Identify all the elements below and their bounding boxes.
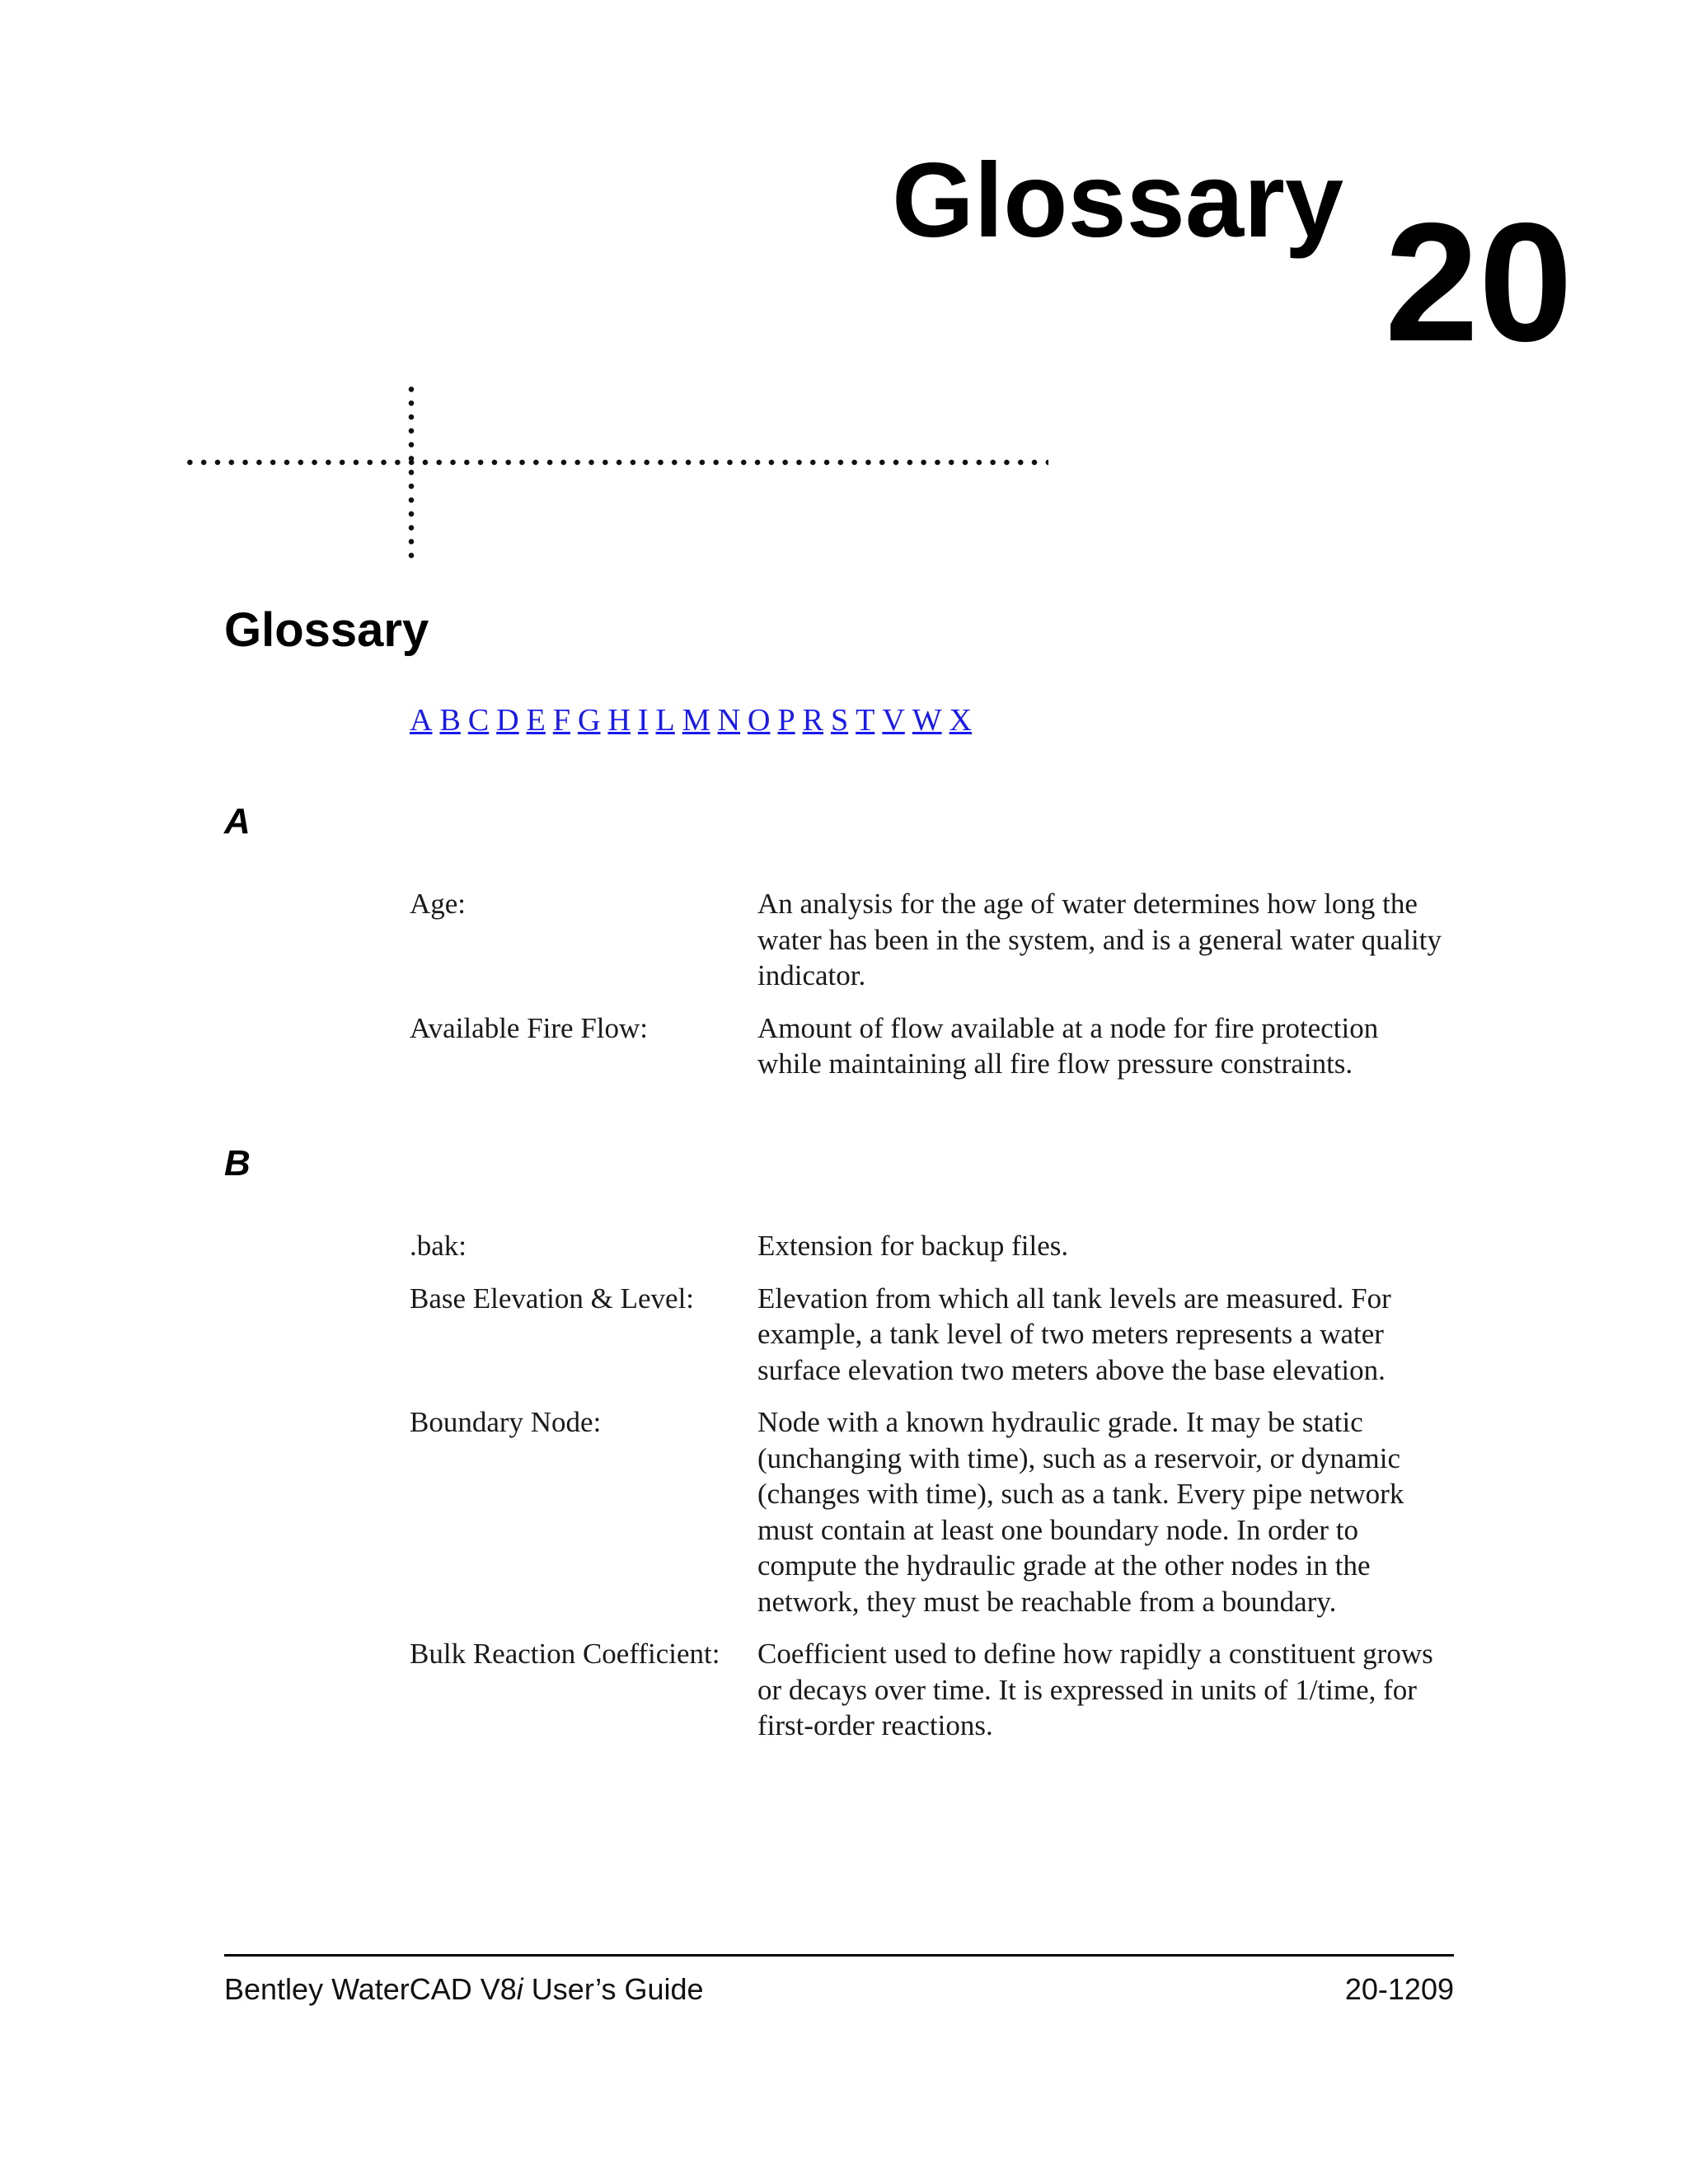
index-link-i[interactable]: I [637, 703, 649, 738]
index-link-f[interactable]: F [552, 703, 570, 738]
glossary-entry [410, 1281, 1456, 1389]
index-link-w[interactable]: W [912, 703, 942, 738]
glossary-entry [410, 1228, 1456, 1264]
footer-guide-prefix: Bentley WaterCAD V8 [224, 1972, 517, 2006]
index-link-g[interactable]: G [577, 703, 601, 738]
footer-guide-title [224, 1971, 704, 2007]
glossary-definition: Coefficient used to define how rapidly a constituent grows or decays over time. It is expressed in units of 1/time, for first-order reactions. [757, 1638, 1433, 1741]
decorative-dotted-line-horizontal [183, 459, 1048, 466]
glossary-term: Available Fire Flow: [410, 1011, 649, 1044]
glossary-term: Bulk Reaction Coefficient: [410, 1638, 720, 1670]
index-link-h[interactable]: H [607, 703, 631, 738]
footer-guide-italic: i [516, 1972, 523, 2006]
footer-page-number: 20-1209 [1344, 1972, 1454, 2006]
index-link-v[interactable]: V [882, 703, 905, 738]
letter-heading-b: B [224, 1143, 251, 1183]
index-link-o[interactable]: O [748, 703, 771, 738]
glossary-term: Age: [410, 888, 467, 920]
index-link-a[interactable]: A [410, 703, 433, 738]
index-link-b[interactable]: B [439, 703, 461, 738]
glossary-entry [410, 1636, 1456, 1744]
glossary-definition: Amount of flow available at a node for fire protection while maintaining all fire flow pressure constraints. [757, 1011, 1379, 1080]
chapter-title: Glossary [892, 142, 1343, 260]
glossary-term: Boundary Node: [410, 1406, 602, 1438]
glossary-entry [410, 1404, 1456, 1619]
glossary-entry [410, 886, 1456, 994]
index-link-m[interactable]: M [682, 703, 710, 738]
glossary-entry [410, 1010, 1456, 1082]
decorative-dotted-line-vertical [408, 382, 415, 564]
index-link-d[interactable]: D [496, 703, 519, 738]
index-link-c[interactable]: C [467, 703, 490, 738]
glossary-group-a [410, 886, 1456, 1099]
index-link-t[interactable]: T [856, 703, 875, 738]
index-link-e[interactable]: E [526, 703, 546, 738]
footer-guide-suffix: User’s Guide [523, 1972, 704, 2006]
letter-heading-a: A [224, 801, 251, 841]
section-heading: Glossary [224, 603, 429, 657]
index-link-x[interactable]: X [949, 703, 973, 738]
index-link-r[interactable]: R [802, 703, 823, 738]
glossary-definition: Extension for backup files. [757, 1230, 1069, 1262]
glossary-definition: Elevation from which all tank levels are measured. For example, a tank level of two meters represents a water surface elevation two meters above the base elevation. [757, 1282, 1391, 1386]
glossary-definition: Node with a known hydraulic grade. It may be static (unchanging with time), such as a reservoir, or dynamic (changes with time), such as a tank. Every pipe network must contain at least one boundary node. In order to compute the hydraulic grade at the other nodes in the network, they must be reachable from a boundary. [757, 1406, 1404, 1618]
alphabet-index [410, 702, 979, 740]
chapter-number: 20 [1385, 188, 1573, 377]
index-link-l[interactable]: L [655, 703, 675, 738]
index-link-p[interactable]: P [777, 703, 795, 738]
footer-divider [224, 1954, 1454, 1957]
glossary-term: Base Elevation & Level: [410, 1282, 695, 1315]
glossary-term: .bak: [410, 1230, 467, 1262]
index-link-s[interactable]: S [830, 703, 849, 738]
index-link-n[interactable]: N [717, 703, 741, 738]
glossary-group-b [410, 1228, 1456, 1760]
glossary-definition: An analysis for the age of water determines how long the water has been in the system, and is a general water quality indicator. [757, 888, 1442, 991]
